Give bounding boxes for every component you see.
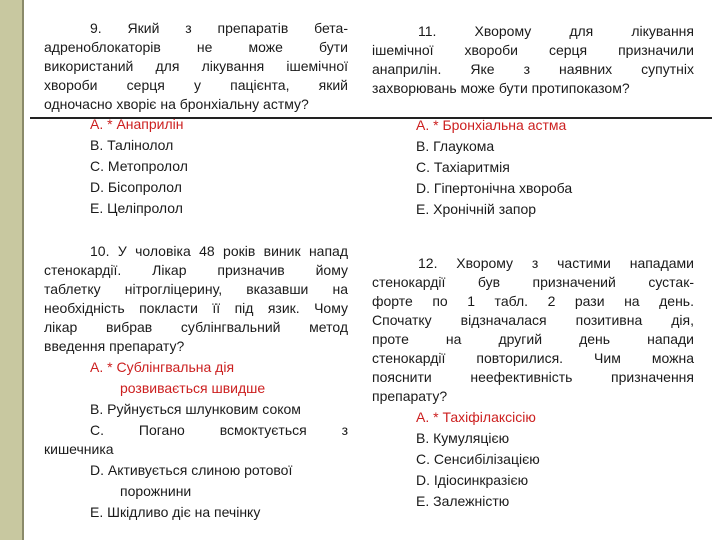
sidebar-divider [22, 0, 24, 540]
q10-option-d: D. Активується слиною ротової [90, 462, 293, 478]
q10-option-d-continued: порожнини [120, 483, 192, 499]
q12-text-line: форте по 1 табл. 2 рази на день. [372, 293, 694, 309]
q10-option-a-continued: розвивається швидше [120, 380, 266, 396]
q11-text-line: захворювань може бути протипоказом? [372, 80, 630, 96]
q12-option-c: C. Сенсибілізацією [416, 451, 540, 467]
q12-text-line: пояснити неефективність призначення [372, 369, 694, 385]
question-9 [44, 19, 348, 218]
q12-text-line: препарату? [372, 388, 448, 404]
q10-text-line: 10. У чоловіка 48 років виник напад [90, 243, 348, 259]
q10-text-line: необхідність покласти її під язик. Чому [44, 300, 348, 316]
q11-text-line: 11. Хворому для лікування [418, 23, 694, 39]
question-11 [372, 22, 694, 220]
q10-text-line: стенокардії. Лікар призначив йому [44, 262, 348, 278]
q10-text-line: таблетку нітрогліцерину, вказавши на [44, 281, 348, 297]
q9-text-line: одночасно хворіє на бронхіальну астму? [44, 96, 309, 112]
q9-option-e: E. Целіпролол [90, 200, 183, 216]
q12-text-line: стенокардії повторилися. Чим можна [372, 350, 694, 366]
q9-text-line: адреноблокаторів не може бути [44, 39, 348, 55]
q9-option-d: D. Бісопролол [90, 179, 182, 195]
q11-option-c: C. Тахіаритмія [416, 159, 510, 175]
q11-option-d: D. Гіпертонічна хвороба [416, 180, 573, 196]
q10-option-b: B. Руйнується шлунковим соком [90, 401, 301, 417]
question-10 [44, 242, 348, 522]
q11-text-line: анаприлін. Яке з наявних супутніх [372, 61, 694, 77]
q11-text-line: ішемічної хвороби серця призначили [372, 42, 694, 58]
q11-option-e: E. Хронічній запор [416, 201, 537, 217]
q12-option-a-correct: A. * Тахіфілаксісію [416, 409, 536, 425]
q10-option-e: E. Шкідливо діє на печінку [90, 504, 261, 520]
right-column [372, 22, 694, 512]
q10-option-a-correct: A. * Сублінгвальна дія [90, 359, 235, 375]
q9-option-b: B. Талінолол [90, 137, 174, 153]
q10-text-line: лікар вибрав сублінгвальний метод [44, 319, 348, 335]
question-12 [372, 254, 694, 512]
q10-option-c-continued: кишечника [44, 441, 114, 457]
q12-text-line: стенокардії був призначений сустак- [372, 274, 694, 290]
q12-option-b: B. Кумуляцією [416, 430, 510, 446]
q9-text-line: хвороби серця у пацієнта, який [44, 77, 348, 93]
q12-text-line: проте на другий день напади [372, 331, 694, 347]
q10-option-c: C. Погано всмоктується з [90, 422, 348, 438]
q11-option-a-correct: A. * Бронхіальна астма [416, 117, 567, 133]
q12-option-d: D. Ідіосинкразією [416, 472, 529, 488]
q9-text-line: використаний для лікування ішемічної [44, 58, 348, 74]
q12-text-line: Спочатку відзначалася позитивна дія, [372, 312, 694, 328]
q10-text-line: введення препарату? [44, 338, 185, 354]
q9-text-line: 9. Який з препаратів бета- [90, 20, 348, 36]
q9-option-a-correct: A. * Анаприлін [90, 116, 184, 132]
q12-text-line: 12. Хворому з частими нападами [418, 255, 694, 271]
left-column [44, 19, 348, 522]
q9-option-c: C. Метопролол [90, 158, 188, 174]
q11-option-b: B. Глаукома [416, 138, 495, 154]
q12-option-e: E. Залежністю [416, 493, 510, 509]
left-sidebar-strip [0, 0, 22, 540]
